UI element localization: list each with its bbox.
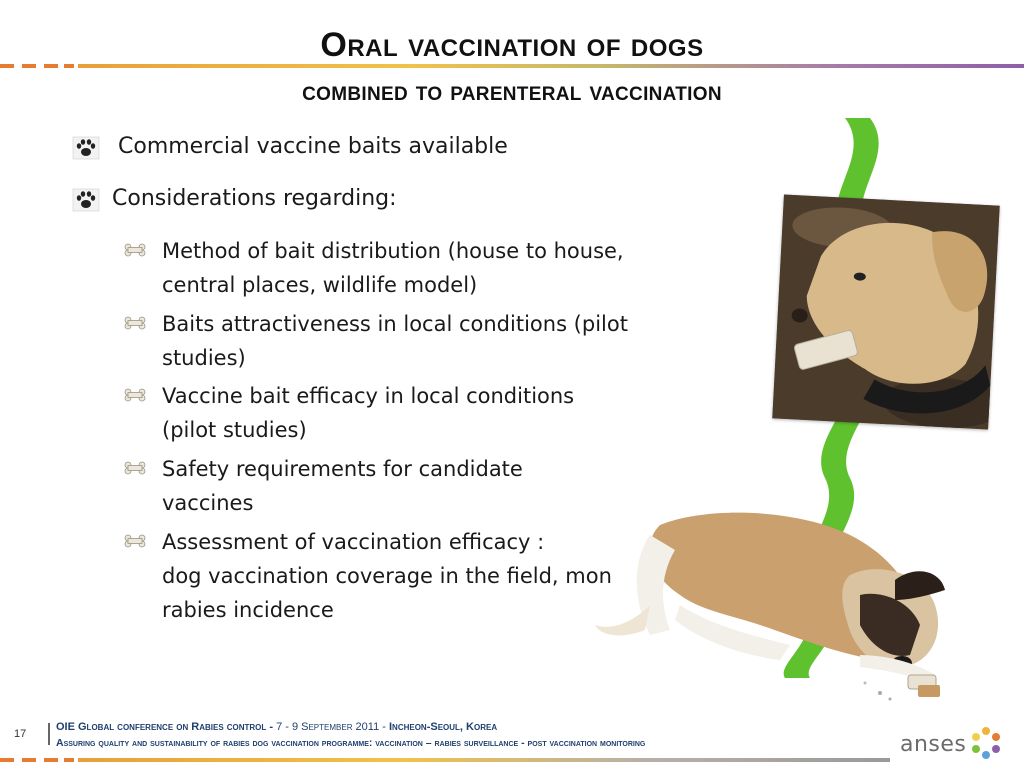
sub-bullet-line: Baits attractiveness in local conditions (pilot [162,312,628,336]
bone-icon [124,243,146,257]
bullet-item [72,186,397,211]
sub-bullet-line: dog vaccination coverage in the field, mon [162,564,612,588]
sub-bullet-line: (pilot studies) [162,418,307,442]
bone-icon [124,316,146,330]
paw-icon [72,136,100,160]
footer-dates: 7 - 9 September 2011 - [273,721,389,733]
slide-title: Oral vaccination of dogs [320,26,704,64]
sub-bullet-line: Method of bait distribution (house to house, [162,239,624,263]
sub-bullet-item [162,307,692,375]
sub-bullet-item [162,234,692,302]
bone-icon [124,388,146,402]
paw-icon [72,188,100,212]
anses-logo [900,726,1010,762]
bullet-text: Considerations regarding: [112,186,397,211]
logo-text: anses [900,732,967,757]
dog-with-bait-photo [772,195,999,430]
footer-location: Incheon-Seoul, Korea [388,721,498,733]
footer-conference-name: OIE Global conference on Rabies control - [56,721,274,733]
sub-bullet-line: rabies incidence [162,598,334,622]
puppy-with-bait-photo [590,505,950,705]
top-accent-bar [0,64,1024,69]
sub-bullet-line: vaccines [162,491,254,515]
footer-conference [56,721,497,733]
bullet-item [72,134,508,159]
sub-bullet-line: Assessment of vaccination efficacy : [162,530,545,554]
bottom-accent-bar [0,758,1024,762]
logo-flower-icon [970,726,1002,760]
sub-bullet-item [162,379,692,447]
page-number: 17 [14,728,27,740]
sub-bullet-line: Safety requirements for candidate [162,457,523,481]
sub-bullet-line: central places, wildlife model) [162,273,478,297]
sub-bullet-line: studies) [162,346,246,370]
bone-icon [124,461,146,475]
sub-bullet-line: Vaccine bait efficacy in local conditions [162,384,575,408]
footer-subtitle: Assuring quality and sustainability of rabies dog vaccination programme: vaccination – rabies surveillance - post vaccination monitoring [56,737,646,749]
slide-subtitle: combined to parenteral vaccination [302,76,722,106]
bone-icon [124,534,146,548]
bullet-text: Commercial vaccine baits available [118,134,508,159]
footer-divider [48,723,50,745]
